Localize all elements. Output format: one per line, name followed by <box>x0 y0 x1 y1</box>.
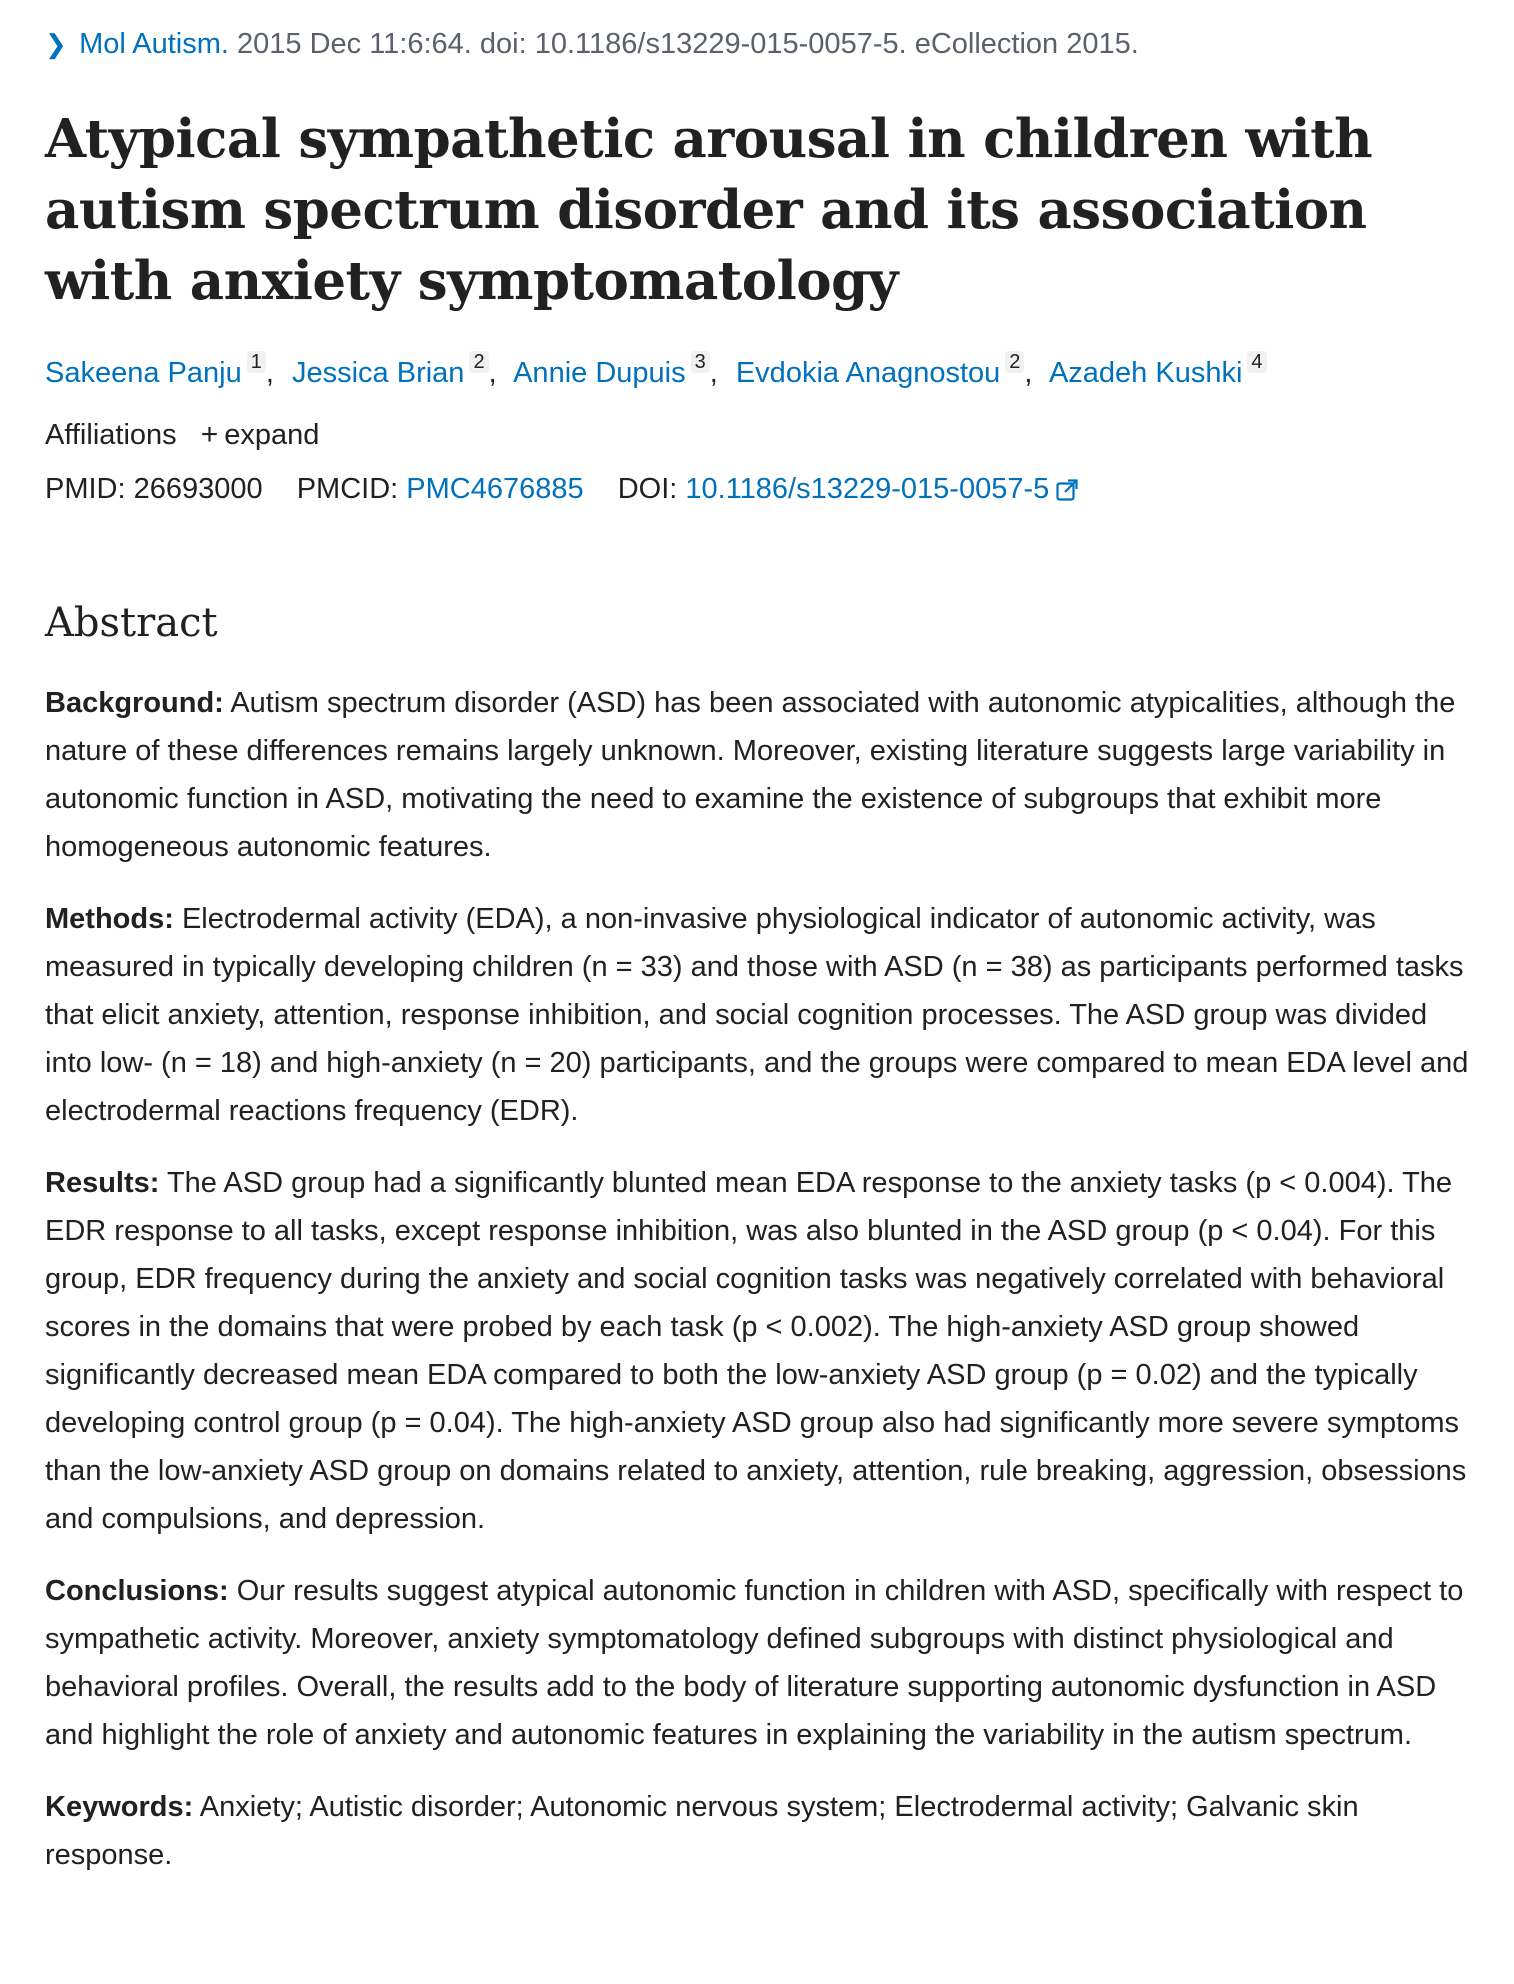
author-link[interactable]: Jessica Brian <box>291 357 465 389</box>
journal-link[interactable]: Mol Autism. <box>79 28 229 60</box>
pmid-value: 26693000 <box>133 473 263 505</box>
keywords-label: Keywords: <box>45 1791 194 1823</box>
methods-label: Methods: <box>45 903 174 935</box>
author-separator: , <box>265 357 274 389</box>
doi-value: 10.1186/s13229-015-0057-5 <box>685 473 1050 505</box>
doi-label: DOI: <box>617 473 678 505</box>
author-separator: , <box>1024 357 1033 389</box>
abstract-heading: Abstract <box>45 600 218 646</box>
abstract-keywords <box>45 1783 1474 1879</box>
pmcid-label: PMCID: <box>296 473 399 505</box>
affiliation-number[interactable]: 2 <box>1005 351 1024 373</box>
abstract-conclusions <box>45 1567 1474 1759</box>
author-link[interactable]: Annie Dupuis <box>513 357 686 389</box>
abstract-background <box>45 679 1474 871</box>
results-text: The ASD group had a significantly blunted mean EDA response to the anxiety tasks (p < 0.004). The EDR response to all tasks, except response inhibition, was also blunted in the ASD group (p < 0.04). For this group, EDR frequency during the anxiety and social cognition tasks was negatively correlated with behavioral scores in the domains that were probed by each task (p < 0.002). The high-anxiety ASD group showed significantly decreased mean EDA compared to both the low-anxiety ASD group (p = 0.02) and the typically developing control group (p = 0.04). The high-anxiety ASD group also had significantly more severe symptoms than the low-anxiety ASD group on domains related to anxiety, attention, rule breaking, aggression, obsessions and compulsions, and depression. <box>45 1167 1467 1535</box>
citation-details: 2015 Dec 11:6:64. doi: 10.1186/s13229-015-0057-5. eCollection 2015. <box>237 28 1139 60</box>
chevron-right-icon: ❯ <box>45 29 67 59</box>
expand-affiliations-button[interactable] <box>201 419 320 451</box>
conclusions-text: Our results suggest atypical autonomic function in children with ASD, specifically with respect to sympathetic activity. Moreover, anxiety symptomatology defined subgroups with distinct physiological and behavioral profiles. Overall, the results add to the body of literature supporting autonomic dysfunction in ASD and highlight the role of anxiety and autonomic features in explaining the variability in the autism spectrum. <box>45 1575 1464 1751</box>
background-label: Background: <box>45 687 224 719</box>
author-separator: , <box>709 357 718 389</box>
affiliation-number[interactable]: 1 <box>247 351 266 373</box>
author-separator: , <box>488 357 497 389</box>
expand-label: expand <box>224 419 320 451</box>
affiliation-number[interactable]: 3 <box>691 351 710 373</box>
author-link[interactable]: Evdokia Anagnostou <box>735 357 1001 389</box>
plus-icon: + <box>200 418 219 451</box>
author-list <box>45 351 1474 395</box>
author-link[interactable]: Sakeena Panju <box>45 357 242 389</box>
citation-line <box>45 22 1474 66</box>
pmid-label: PMID: <box>45 473 126 505</box>
affiliations-row <box>45 413 1474 457</box>
article-title: Atypical sympathetic arousal in children with autism spectrum disorder and its association with anxiety symptomatology <box>45 108 1373 312</box>
identifiers-row <box>45 467 1474 515</box>
external-link-icon <box>1055 471 1079 515</box>
methods-text: Electrodermal activity (EDA), a non-invasive physiological indicator of autonomic activity, was measured in typically developing children (n = 33) and those with ASD (n = 38) as participants performed tasks that elicit anxiety, attention, response inhibition, and social cognition processes. The ASD group was divided into low- (n = 18) and high-anxiety (n = 20) participants, and the groups were compared to mean EDA level and electrodermal reactions frequency (EDR). <box>45 903 1469 1127</box>
abstract-results <box>45 1159 1474 1543</box>
abstract-methods <box>45 895 1474 1135</box>
background-text: Autism spectrum disorder (ASD) has been associated with autonomic atypicalities, although the nature of these differences remains largely unknown. Moreover, existing literature suggests large variability in autonomic function in ASD, motivating the need to examine the existence of subgroups that exhibit more homogeneous autonomic features. <box>45 687 1456 863</box>
keywords-text: Anxiety; Autistic disorder; Autonomic nervous system; Electrodermal activity; Galvanic skin response. <box>45 1791 1359 1871</box>
affiliation-number[interactable]: 4 <box>1247 351 1266 373</box>
pmcid-link[interactable]: PMC4676885 <box>406 473 584 505</box>
results-label: Results: <box>45 1167 160 1199</box>
affiliation-number[interactable]: 2 <box>469 351 488 373</box>
affiliations-label: Affiliations <box>45 419 177 451</box>
conclusions-label: Conclusions: <box>45 1575 229 1607</box>
doi-link[interactable] <box>685 473 1079 505</box>
author-link[interactable]: Azadeh Kushki <box>1048 357 1243 389</box>
